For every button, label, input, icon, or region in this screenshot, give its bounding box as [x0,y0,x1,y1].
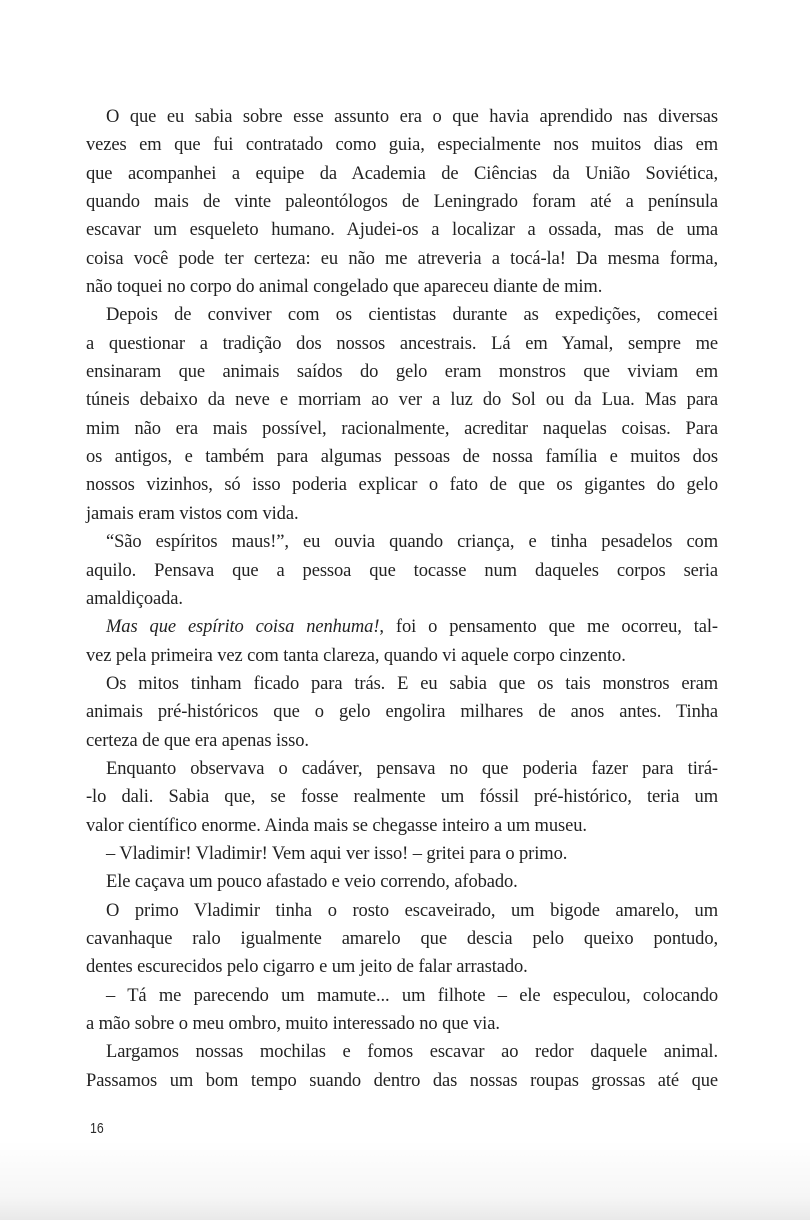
text-line: Passamos um bom tempo suando dentro das nossas roupas grossas até que [86,1070,718,1091]
page-bottom-shade [0,1140,810,1220]
text-line: Enquanto observava o cadáver, pensava no que poderia fazer para tirá- [106,758,718,779]
text-line: escavar um esqueleto humano. Ajudei-os a localizar a ossada, mas de uma [86,220,718,241]
text-line: vez pela primeira vez com tanta clareza, quando vi aquele corpo cinzento. [86,645,626,666]
text-line: dentes escurecidos pelo cigarro e um jeito de falar arrastado. [86,957,528,978]
text-line: os antigos, e também para algumas pessoas de nossa família e muitos dos [86,447,718,468]
text-line: – Vladimir! Vladimir! Vem aqui ver isso! – gritei para o primo. [106,843,568,864]
text-line: que acompanhei a equipe da Academia de Ciências da União Soviética, [86,163,718,184]
text-line: não toquei no corpo do animal congelado que apareceu diante de mim. [86,277,603,298]
text-line: vezes em que fui contratado como guia, especialmente nos muitos dias em [86,135,718,156]
text-line: a questionar a tradição dos nossos ancestrais. Lá em Yamal, sempre me [86,333,718,354]
page-number: 16 [90,1120,104,1137]
text-line: “São espíritos maus!”, eu ouvia quando criança, e tinha pesadelos com [106,532,718,553]
text-line: nossos vizinhos, só isso poderia explicar o fato de que os gigantes do gelo [86,475,718,496]
text-line: valor científico enorme. Ainda mais se chegasse inteiro a um museu. [86,815,587,836]
text-line: O primo Vladimir tinha o rosto escaveirado, um bigode amarelo, um [106,900,718,921]
text-line: Mas que espírito coisa nenhuma!, foi o pensamento que me ocorreu, tal- [106,617,718,638]
text-line: certeza de que era apenas isso. [86,730,309,751]
page-text [86,103,718,1095]
text-line: Depois de conviver com os cientistas durante as expedições, comecei [106,305,718,326]
text-line: Ele caçava um pouco afastado e veio correndo, afobado. [106,872,518,893]
text-line: animais pré-históricos que o gelo engolira milhares de anos antes. Tinha [86,702,718,723]
text-line: coisa você pode ter certeza: eu não me atreveria a tocá-la! Da mesma forma, [86,248,718,269]
text-line: aquilo. Pensava que a pessoa que tocasse num daqueles corpos seria [86,560,718,581]
text-line: quando mais de vinte paleontólogos de Leningrado foram até a península [86,192,718,213]
text-line: túneis debaixo da neve e morriam ao ver a luz do Sol ou da Lua. Mas para [86,390,718,411]
text-line: Os mitos tinham ficado para trás. E eu sabia que os tais monstros eram [106,673,718,694]
text-line: – Tá me parecendo um mamute... um filhote – ele especulou, colocando [106,985,718,1006]
text-line: -lo dali. Sabia que, se fosse realmente um fóssil pré-histórico, teria um [86,787,718,808]
text-line: ensinaram que animais saídos do gelo eram monstros que viviam em [86,362,718,383]
text-line: amaldiçoada. [86,588,183,609]
text-line: mim não era mais possível, racionalmente, acreditar naquelas coisas. Para [86,418,718,439]
text-line: O que eu sabia sobre esse assunto era o que havia aprendido nas diversas [106,107,718,127]
text-line: a mão sobre o meu ombro, muito interessado no que via. [86,1014,500,1034]
text-line: jamais eram vistos com vida. [86,503,299,524]
text-line: Largamos nossas mochilas e fomos escavar ao redor daquele animal. [106,1042,718,1063]
text-line: cavanhaque ralo igualmente amarelo que descia pelo queixo pontudo, [86,928,718,949]
